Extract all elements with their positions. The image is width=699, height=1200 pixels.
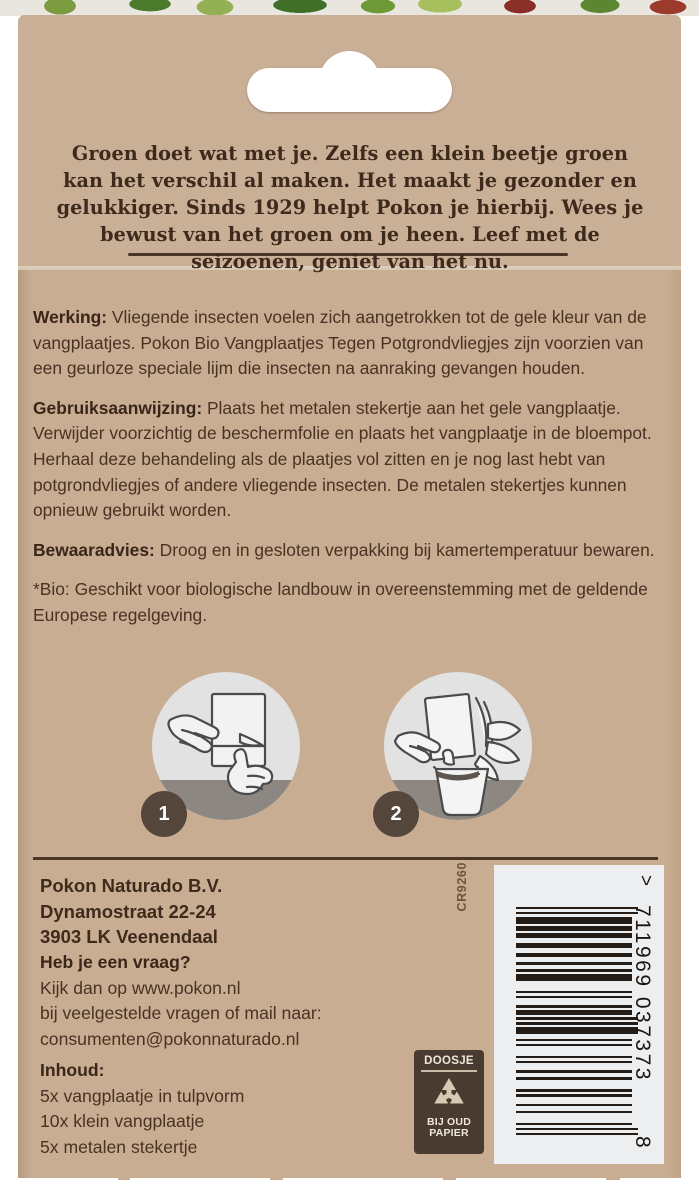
barcode-digits: 711969 037373 [631,905,654,1082]
contact-faq-line: bij veelgestelde vragen of mail naar: [40,1003,322,1023]
article-code: CR9260 [455,862,469,912]
company-city: 3903 LK Veenendaal [40,926,218,947]
hang-slot-knob [319,51,380,112]
recycling-top-label: DOOSJE [424,1055,474,1067]
barcode-lead-digit: 8 [631,1136,654,1148]
recycle-icon [428,1075,470,1115]
footer-divider [33,857,658,860]
contents-item: 5x metalen stekertje [40,1136,198,1157]
step-2-number: 2 [373,791,419,837]
paragraph-gebruiksaanwijzing [33,396,658,524]
brand-tagline: Groen doet wat met je. Zelfs een klein beetje groen kan het verschil al maken. Het maakt je gezonder en gelukkiger. Sinds 1929 helpt Pokon je hierbij. Wees je bewust van het groen om je heen. Leef met de seizoenen, geniet van het nu. [56,142,644,273]
contents-item: 10x klein vangplaatje [40,1111,205,1131]
contact-heading: Heb je een vraag? [40,952,191,972]
foliage-photo-strip [0,0,699,16]
recycling-bottom-label [427,1117,471,1140]
company-street: Dynamostraat 22-24 [40,900,216,922]
contact-website-line: Kijk dan op www.pokon.nl [40,977,241,998]
contents-block [40,1058,440,1160]
label-gebruiksaanwijzing: Gebruiksaanwijzing: [33,397,203,418]
text-werking: Vliegende insecten voelen zich aangetrokken tot de gele kleur van de vangplaatjes. Pokon Bio Vangplaatjes Tegen Potgrondvliegjes zijn voorzien van een geurloze speciale lijm die insecten na aanraking gevangen houden. [33,307,647,379]
recycling-bottom-line2: PAPIER [429,1127,469,1139]
company-address [40,873,440,950]
carton-bottom-flaps [0,1178,699,1200]
contact-email: consumenten@pokonnaturado.nl [40,1028,300,1049]
step-2 [373,672,543,837]
recycling-badge [414,1050,484,1154]
recycling-bottom-line1: BIJ OUD [427,1115,471,1128]
barcode-caret: > [635,875,656,887]
barcode-bars [516,907,632,1135]
text-bewaaradvies: Droog en in gesloten verpakking bij kamertemperatuur bewaren. [154,539,655,560]
text-gebruiksaanwijzing: Plaats het metalen stekertje aan het gele vangplaatje. Verwijder voorzichtig de beschermfolie en plaats het vangplaatje in de bloempot. Herhaal deze behandeling als de plaatjes vol zitten en je nog last hebt van potgrondvliegjes of andere vliegende insecten. De metalen stekertjes kunnen opnieuw gebruikt worden. [33,397,652,521]
euro-hang-slot [247,51,452,112]
label-werking: Werking: [33,307,108,327]
contents-item: 5x vangplaatje in tulpvorm [40,1085,245,1106]
paragraph-werking [33,305,658,382]
step-1-number: 1 [141,791,187,837]
barcode [494,865,664,1164]
paragraph-bio: *Bio: Geschikt voor biologische landbouw in overeenstemming met de geldende Europese regelgeving. [33,579,648,625]
product-information [33,305,658,629]
step-illustrations [33,672,658,837]
step-1 [141,672,311,837]
company-name: Pokon Naturado B.V. [40,875,223,896]
paragraph-bewaaradvies [33,538,658,564]
recycling-divider [421,1070,477,1072]
contents-heading: Inhoud: [40,1060,105,1080]
contact-block [40,950,460,1052]
label-bewaaradvies: Bewaaradvies: [33,539,155,560]
